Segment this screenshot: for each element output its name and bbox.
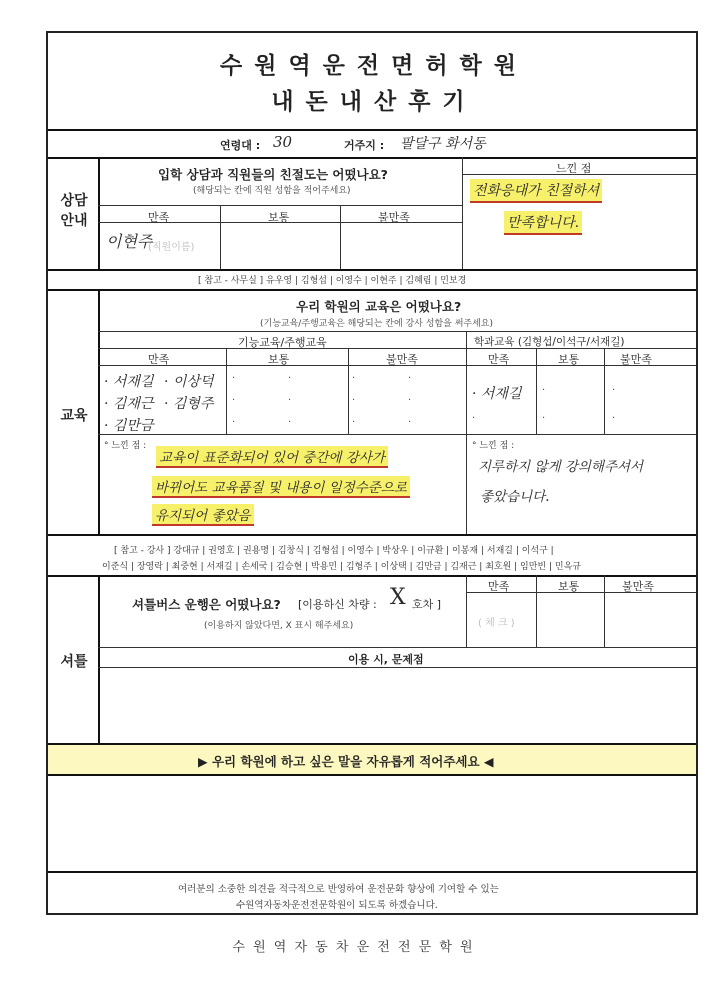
edu-col-normal: 보통 <box>268 353 290 366</box>
divider <box>536 575 537 647</box>
shuttle-vehicle-label: [이용하신 차량 : <box>298 598 377 611</box>
consult-reference: [ 참고 - 사무실 ] 유우영 | 김형섭 | 이영수 | 이현주 | 김혜림 | 민보경 <box>198 276 467 286</box>
placeholder-name: (직원이름) <box>148 242 195 253</box>
blank-dot: · <box>288 395 292 406</box>
footer-line-1: 여러분의 소중한 의견을 적극적으로 반영하여 운전문화 향상에 기여할 수 있는 <box>178 884 499 895</box>
footer-line-2: 수원역자동차운전전문학원이 되도록 하겠습니다. <box>236 900 438 911</box>
blank-dot: · <box>352 395 356 406</box>
edu-satisfied-name: · 김형주 <box>164 396 214 412</box>
theory-satisfied-name: · 서재길 <box>472 386 522 402</box>
consult-col-satisfied: 만족 <box>148 211 170 224</box>
divider <box>340 205 341 269</box>
blank-dot: · <box>542 385 546 396</box>
blank-dot: · <box>472 413 476 424</box>
blank-dot: · <box>612 385 616 396</box>
divider <box>48 289 696 291</box>
shuttle-col-satisfied: 만족 <box>488 580 510 593</box>
edu-satisfied-name: · 서재길 <box>104 374 154 390</box>
survey-form <box>46 31 698 915</box>
consult-satisfied-entry: 이현주 <box>106 232 153 251</box>
edu-satisfied-name: · 김재근 <box>104 396 154 412</box>
education-section-label: 교육 <box>60 408 88 424</box>
divider <box>348 348 349 434</box>
divider <box>98 289 100 534</box>
divider <box>98 365 696 366</box>
divider <box>48 129 696 131</box>
divider <box>604 348 605 434</box>
blank-dot: · <box>232 373 236 384</box>
shuttle-col-normal: 보통 <box>558 580 580 593</box>
shuttle-question: 셔틀버스 운행은 어떴나요? <box>132 597 281 612</box>
consult-feel-text-1: 전화응대가 친절하셔 <box>470 179 602 203</box>
age-value: 30 <box>273 133 293 151</box>
edu-col-unsatisfied: 불만족 <box>386 353 418 366</box>
edu-feel-label-right: ° 느낀 점 : <box>472 441 515 451</box>
divider <box>466 575 467 647</box>
divider <box>536 348 537 434</box>
blank-dot: · <box>232 395 236 406</box>
divider <box>226 348 227 434</box>
edu-reference-2: 이준식 | 장영락 | 최중현 | 서재길 | 손세국 | 김승현 | 박용민 | 김형주 | 이상택 | 김만금 | 김재근 | 최호원 | 임만빈 | 민옥규 <box>102 562 581 572</box>
form-subtitle: 내돈내산후기 <box>271 89 477 115</box>
education-question: 우리 학원의 교육은 어떴나요? <box>296 299 462 314</box>
consult-section-label: 상담 안내 <box>60 193 88 229</box>
divider <box>48 534 696 536</box>
consult-feel-text-2: 만족합니다. <box>504 211 582 235</box>
edu-satisfied-name: · 이상덕 <box>164 374 214 390</box>
theory-col-normal: 보통 <box>558 353 580 366</box>
edu-feel-label-left: ° 느낀 점 : <box>104 441 147 451</box>
edu-feel-left-1: 교육이 표준화되어 있어 중간에 강사가 <box>156 446 388 468</box>
divider <box>98 348 696 349</box>
consult-note: (해당되는 칸에 직원 성함을 적어주세요) <box>193 186 351 196</box>
form-title: 수원역운전면허학원 <box>220 53 528 79</box>
shuttle-col-unsatisfied: 불만족 <box>622 580 654 593</box>
edu-feel-left-3: 유지되어 좋았음 <box>152 504 254 526</box>
divider <box>98 575 100 743</box>
divider <box>98 222 462 223</box>
divider <box>48 871 696 873</box>
edu-reference-1: [ 참고 - 강사 ] 강대규 | 권영호 | 권용명 | 김창식 | 김형섭 | 이영수 | 박상우 | 이규환 | 이봉재 | 서재길 | 이석구 | <box>114 546 554 556</box>
blank-dot: · <box>542 413 546 424</box>
divider <box>48 157 696 159</box>
blank-dot: · <box>408 417 412 428</box>
shuttle-note: (이용하지 않았다면, X 표시 해주세요) <box>204 621 354 631</box>
divider <box>466 331 467 534</box>
blank-dot: · <box>612 413 616 424</box>
edu-feel-right-1: 지루하지 않게 강의해주셔서 <box>478 459 644 475</box>
education-note: (기능교육/주행교육은 해당되는 칸에 강사 성함을 써주세요) <box>260 319 494 329</box>
divider <box>462 174 696 175</box>
blank-dot: · <box>408 395 412 406</box>
consult-col-unsatisfied: 불만족 <box>378 211 410 224</box>
divider <box>98 157 100 269</box>
divider <box>98 667 696 668</box>
footer-signature: 수 원 역 자 동 차 운 전 전 문 학 원 <box>232 940 475 955</box>
divider <box>98 331 696 332</box>
skill-header: 기능교육/주행교육 <box>238 336 327 349</box>
shuttle-check-placeholder: ( 체 크 ) <box>478 618 515 629</box>
shuttle-vehicle-suffix: 호차 ] <box>412 598 442 611</box>
divider <box>604 575 605 647</box>
divider <box>98 205 462 206</box>
blank-dot: · <box>352 373 356 384</box>
edu-feel-left-2: 바뀌어도 교육품질 및 내용이 일정수준으로 <box>152 476 410 498</box>
address-label: 거주지 : <box>344 139 385 152</box>
free-comment-label: ▶ 우리 학원에 하고 싶은 말을 자유롭게 적어주세요 ◀ <box>198 754 494 769</box>
divider <box>48 774 696 776</box>
shuttle-issue-header: 이용 시, 문제점 <box>348 653 424 666</box>
shuttle-section-label: 셔틀 <box>60 654 88 670</box>
divider <box>98 434 696 435</box>
blank-dot: · <box>288 417 292 428</box>
age-label: 연령대 : <box>220 139 261 152</box>
address-value: 팔달구 화서동 <box>400 136 486 152</box>
theory-col-unsatisfied: 불만족 <box>620 353 652 366</box>
blank-dot: · <box>232 417 236 428</box>
shuttle-vehicle-mark: X <box>390 585 406 610</box>
theory-header: 학과교육 (김형섭/이석구/서재길) <box>474 336 625 348</box>
divider <box>466 592 696 593</box>
divider <box>98 647 696 648</box>
edu-satisfied-name: · 김만금 <box>104 418 154 434</box>
divider <box>48 575 696 577</box>
edu-feel-right-2: 좋았습니다. <box>480 489 550 505</box>
consult-question: 입학 상담과 직원들의 친절도는 어떴나요? <box>158 167 388 182</box>
blank-dot: · <box>352 417 356 428</box>
divider <box>48 269 696 271</box>
blank-dot: · <box>408 373 412 384</box>
consult-col-normal: 보통 <box>268 211 290 224</box>
theory-col-satisfied: 만족 <box>488 353 510 366</box>
blank-dot: · <box>288 373 292 384</box>
consult-feel-header: 느낀 점 <box>556 162 592 175</box>
divider <box>220 205 221 269</box>
edu-col-satisfied: 만족 <box>148 353 170 366</box>
